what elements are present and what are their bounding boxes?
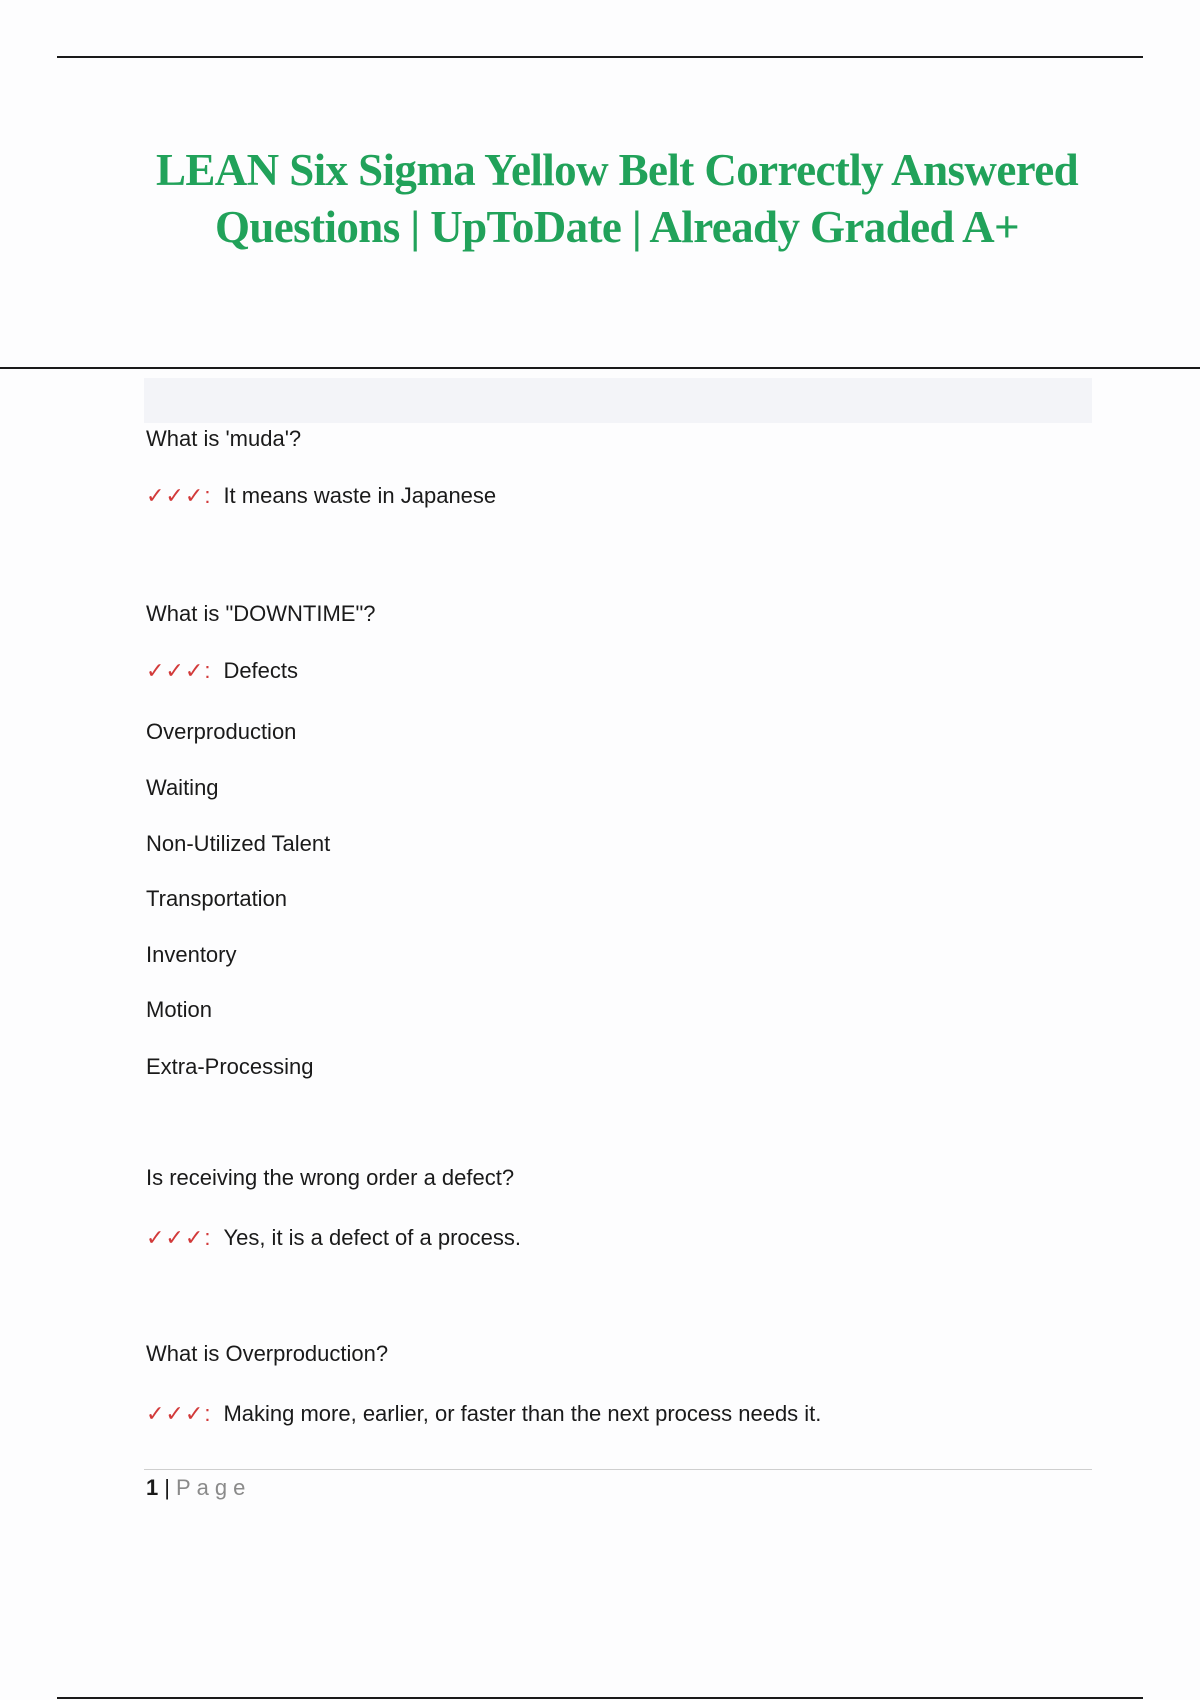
answer-text: It means waste in Japanese <box>223 483 497 508</box>
answer-text: Making more, earlier, or faster than the next process needs it. <box>223 1401 822 1426</box>
answer-line <box>146 482 496 510</box>
answer-continuation-line: Extra-Processing <box>146 1054 314 1079</box>
answer-line <box>146 1224 521 1252</box>
page-label: Page <box>175 1475 252 1500</box>
answer-continuation-line: Motion <box>146 997 213 1022</box>
question-text: Is receiving the wrong order a defect? <box>146 1165 515 1190</box>
question-text: What is Overproduction? <box>146 1341 389 1366</box>
answer-continuation-line: Transportation <box>146 886 288 911</box>
answer-line <box>146 1400 821 1428</box>
title-divider <box>0 367 1200 369</box>
header-band <box>144 378 1092 423</box>
checkmark-icon: ✓✓✓: <box>146 1401 212 1426</box>
answer-text: Yes, it is a defect of a process. <box>223 1225 522 1250</box>
question-text: What is 'muda'? <box>146 426 302 451</box>
checkmark-icon: ✓✓✓: <box>146 1225 212 1250</box>
page-number: 1 <box>146 1475 159 1500</box>
page-separator: | <box>164 1475 170 1500</box>
footer-divider <box>144 1469 1092 1470</box>
document-title: LEAN Six Sigma Yellow Belt Correctly Answered Questions | UpToDate | Already Graded A+ <box>155 145 1079 252</box>
answer-continuation-line: Non-Utilized Talent <box>146 831 331 856</box>
answer-text: Defects <box>223 658 299 683</box>
checkmark-icon: ✓✓✓: <box>146 658 212 683</box>
question-text: What is "DOWNTIME"? <box>146 601 376 626</box>
answer-continuation-line: Overproduction <box>146 719 297 744</box>
answer-continuation-line: Waiting <box>146 775 219 800</box>
top-rule <box>57 56 1143 58</box>
page-footer <box>146 1474 251 1502</box>
answer-line <box>146 657 298 685</box>
checkmark-icon: ✓✓✓: <box>146 483 212 508</box>
bottom-rule <box>57 1697 1143 1699</box>
answer-continuation-line: Inventory <box>146 942 237 967</box>
